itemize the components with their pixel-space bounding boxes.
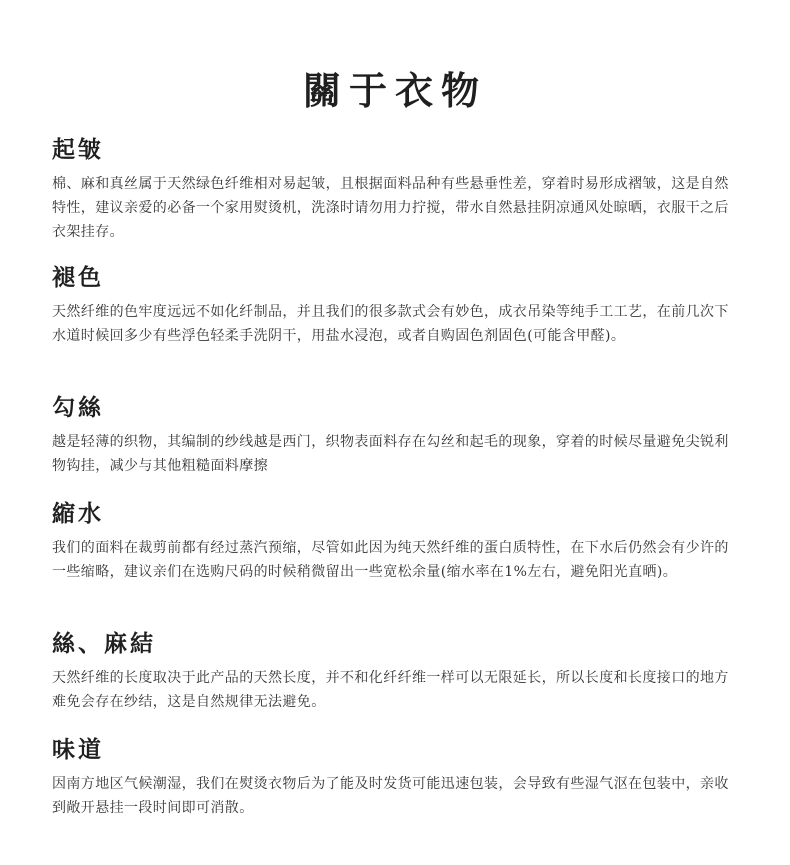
section-snagging [52,392,742,478]
section-heading: 味道 [52,736,104,763]
section-body: 棉、麻和真丝属于天然绿色纤维相对易起皱，且根据面料品种有些悬垂性差，穿着时易形成褶皱，这是自然特性，建议亲爱的必备一个家用熨烫机，洗涤时请勿用力拧搅，带水自然悬挂阴凉通风处晾晒，衣服干之后衣架挂存。 [52,176,729,240]
section-wrinkle [52,134,742,244]
section-heading: 褪色 [52,264,104,291]
section-heading: 起皱 [52,136,104,163]
section-body: 越是轻薄的织物，其编制的纱线越是西门，织物表面料存在勾丝和起毛的现象，穿着的时候尽量避免尖锐利物钩挂，减少与其他粗糙面料摩擦 [52,434,729,474]
section-body: 天然纤维的长度取决于此产品的天然长度，并不和化纤纤维一样可以无限延长，所以长度和长度接口的地方难免会存在纱结，这是自然规律无法避免。 [52,670,729,710]
section-heading: 縮水 [52,500,104,527]
section-shrinkage [52,498,742,584]
page-title: 關于衣物 [302,68,487,113]
section-body: 我们的面料在裁剪前都有经过蒸汽预缩，尽管如此因为纯天然纤维的蛋白质特性，在下水后仍然会有少许的一些缩略，建议亲们在选购尺码的时候稍微留出一些宽松余量(缩水率在1%左右，避免阳光直晒)。 [52,540,729,580]
section-knots [52,628,742,714]
section-body: 因南方地区气候潮湿，我们在熨烫衣物后为了能及时发货可能迅速包装，会导致有些湿气沤在包装中，亲收到敞开悬挂一段时间即可消散。 [52,776,729,816]
section-fading [52,262,742,348]
section-odor [52,734,742,820]
section-heading: 勾絲 [52,394,104,421]
section-heading: 絲、麻結 [52,630,156,657]
section-body: 天然纤维的色牢度远远不如化纤制品，并且我们的很多款式会有妙色，成衣吊染等纯手工工艺，在前几次下水道时候回多少有些浮色轻柔手洗阴干，用盐水浸泡，或者自购固色剂固色(可能含甲醛)。 [52,304,729,344]
